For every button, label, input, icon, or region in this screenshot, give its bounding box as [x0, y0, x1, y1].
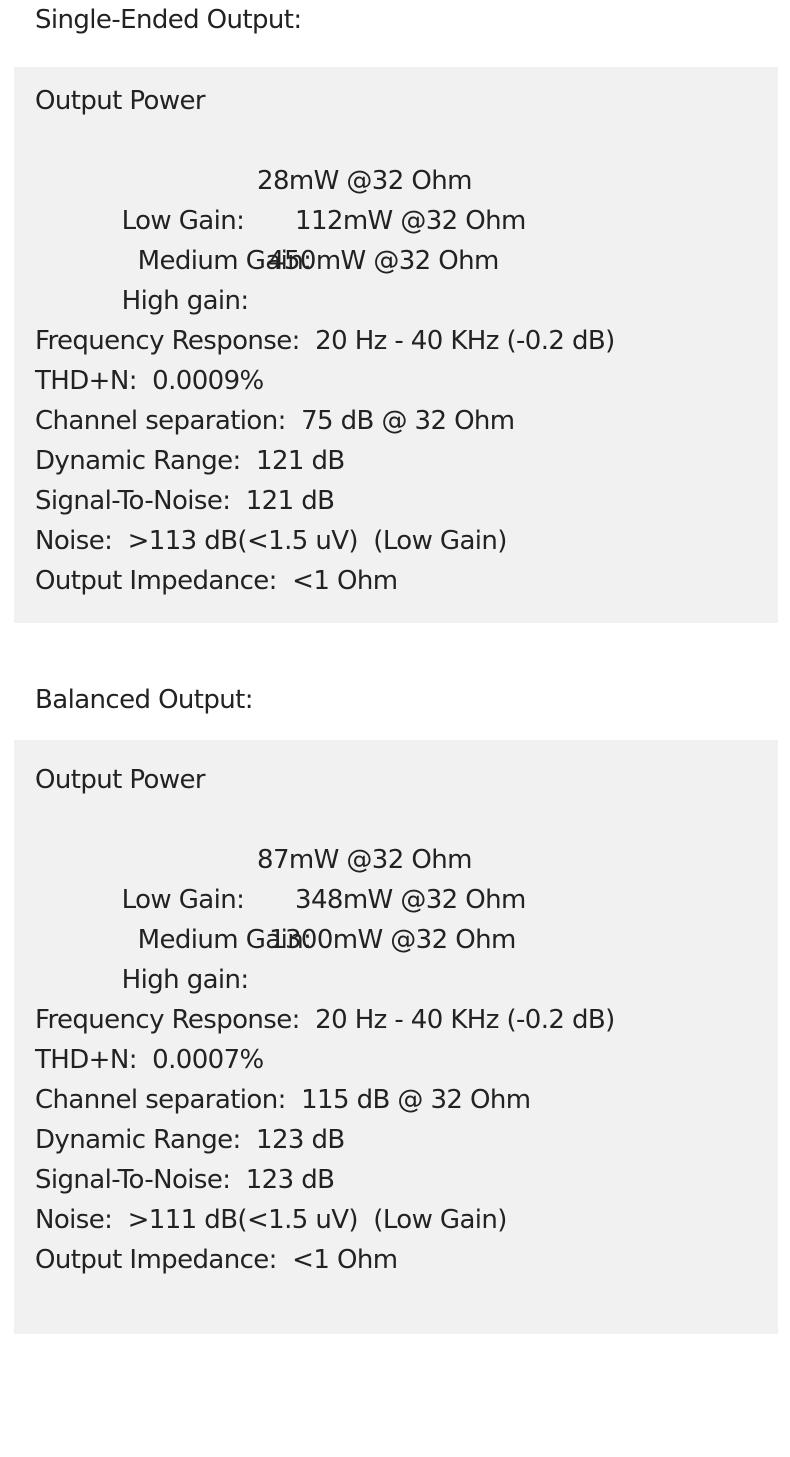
- channel-separation: Channel separation: 115 dB @ 32 Ohm: [35, 1085, 531, 1115]
- signal-to-noise: Signal-To-Noise: 121 dB: [35, 486, 335, 516]
- dynamic-range: Dynamic Range: 121 dB: [35, 446, 345, 476]
- balanced-heading: Balanced Output:: [35, 685, 253, 715]
- output-impedance: Output Impedance: <1 Ohm: [35, 1245, 398, 1275]
- output-power-label: Output Power: [35, 765, 205, 795]
- medium-gain-label: Medium Gain:: [137, 925, 312, 955]
- frequency-response: Frequency Response: 20 Hz - 40 KHz (-0.2 dB): [35, 1005, 615, 1035]
- channel-separation: Channel separation: 75 dB @ 32 Ohm: [35, 406, 515, 436]
- thd-n: THD+N: 0.0007%: [35, 1045, 264, 1075]
- low-gain-label: Low Gain:: [121, 885, 245, 915]
- noise: Noise: >113 dB(<1.5 uV) (Low Gain): [35, 526, 507, 556]
- frequency-response: Frequency Response: 20 Hz - 40 KHz (-0.2 dB): [35, 326, 615, 356]
- low-gain-value: 87mW @32 Ohm: [257, 845, 472, 875]
- high-gain-value: 1300mW @32 Ohm: [269, 925, 516, 955]
- low-gain-value: 28mW @32 Ohm: [257, 166, 472, 196]
- high-gain-row: [91, 920, 516, 995]
- output-power-label: Output Power: [35, 86, 205, 116]
- dynamic-range: Dynamic Range: 123 dB: [35, 1125, 345, 1155]
- high-gain-label: High gain:: [121, 286, 249, 316]
- single-ended-heading: Single-Ended Output:: [35, 5, 302, 35]
- noise: Noise: >111 dB(<1.5 uV) (Low Gain): [35, 1205, 507, 1235]
- high-gain-value: 450mW @32 Ohm: [268, 246, 499, 276]
- low-gain-label: Low Gain:: [121, 206, 245, 236]
- single-ended-specs-panel: [14, 67, 778, 623]
- output-impedance: Output Impedance: <1 Ohm: [35, 566, 398, 596]
- high-gain-row: [91, 241, 499, 316]
- signal-to-noise: Signal-To-Noise: 123 dB: [35, 1165, 335, 1195]
- high-gain-label: High gain:: [121, 965, 249, 995]
- thd-n: THD+N: 0.0009%: [35, 366, 264, 396]
- medium-gain-label: Medium Gain:: [137, 246, 312, 276]
- medium-gain-value: 112mW @32 Ohm: [295, 206, 526, 236]
- medium-gain-value: 348mW @32 Ohm: [295, 885, 526, 915]
- balanced-specs-panel: [14, 740, 778, 1334]
